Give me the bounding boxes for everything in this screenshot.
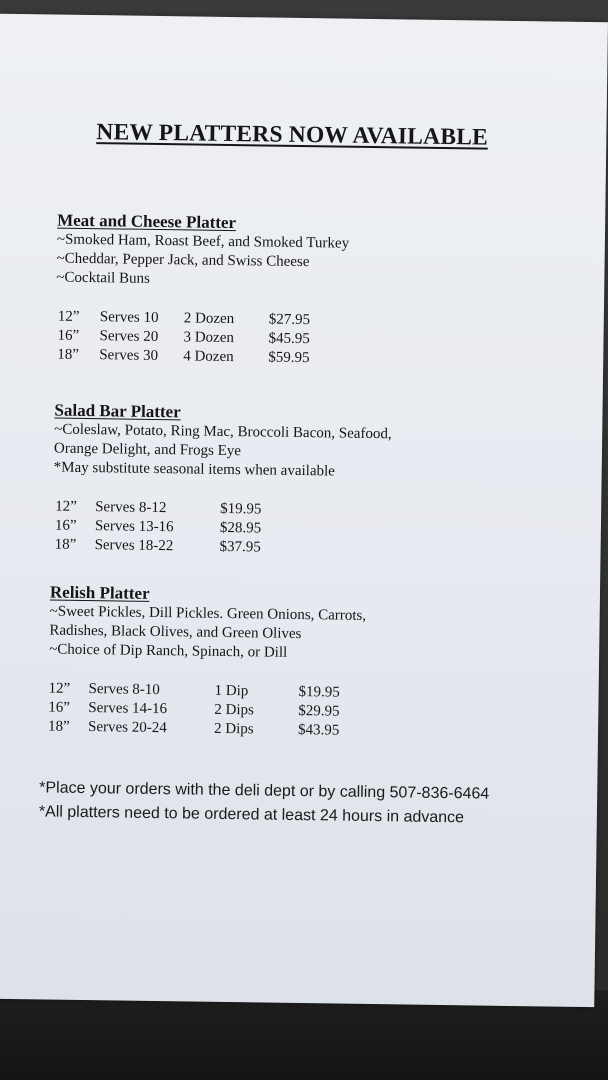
price-table xyxy=(52,498,573,562)
description-line: ~Cocktail Buns xyxy=(56,269,150,287)
price-cell: $19.95 xyxy=(220,500,262,518)
description-line: Radishes, Black Olives, and Green Olives xyxy=(49,622,302,643)
size-cell: 18” xyxy=(47,718,70,735)
serves-cell: Serves 10 xyxy=(99,309,159,326)
order-note-advance: *All platters need to be ordered at least 24 hours in advance xyxy=(38,803,465,827)
serves-cell: Serves 14-16 xyxy=(88,700,168,718)
serves-cell: Serves 18-22 xyxy=(94,537,174,555)
serves-cell: Serves 20-24 xyxy=(87,719,167,737)
size-cell: 12” xyxy=(57,308,80,325)
size-cell: 12” xyxy=(48,680,71,697)
description-line: *May substitute seasonal items when available xyxy=(53,459,335,480)
section-salad-bar xyxy=(52,401,574,562)
price-table xyxy=(55,308,576,372)
quantity-cell: 2 Dozen xyxy=(183,310,235,328)
section-relish xyxy=(48,583,570,744)
section-meat-cheese xyxy=(55,211,577,372)
serves-cell: Serves 8-12 xyxy=(95,499,167,517)
size-cell: 16” xyxy=(54,517,77,534)
quantity-cell: 3 Dozen xyxy=(183,329,235,347)
dip-count-cell: 2 Dips xyxy=(214,701,255,719)
price-cell: $28.95 xyxy=(219,519,262,537)
size-cell: 18” xyxy=(54,536,77,553)
size-cell: 16” xyxy=(48,699,71,716)
quantity-cell: 4 Dozen xyxy=(183,348,234,366)
serves-cell: Serves 30 xyxy=(99,347,159,364)
order-note-phone: *Place your orders with the deli dept or by calling 507-836-6464 xyxy=(39,779,490,803)
description-line: ~Cheddar, Pepper Jack, and Swiss Cheese xyxy=(56,250,310,271)
size-cell: 18” xyxy=(57,346,80,363)
description-line: ~Sweet Pickles, Dill Pickles. Green Onions, Carrots, xyxy=(49,603,367,624)
price-cell: $29.95 xyxy=(298,702,340,720)
price-table xyxy=(48,680,569,744)
price-cell: $27.95 xyxy=(268,311,311,329)
section-heading: Meat and Cheese Platter xyxy=(57,210,237,233)
menu-sheet xyxy=(0,14,608,1007)
section-heading: Salad Bar Platter xyxy=(54,400,181,422)
dip-count-cell: 1 Dip xyxy=(214,682,249,700)
price-cell: $37.95 xyxy=(219,538,261,556)
price-cell: $43.95 xyxy=(297,721,340,739)
description-line: Orange Delight, and Frogs Eye xyxy=(53,440,242,460)
price-cell: $59.95 xyxy=(268,349,310,367)
order-notes xyxy=(39,776,580,832)
description-line: ~Choice of Dip Ranch, Spinach, or Dill xyxy=(49,641,288,661)
serves-cell: Serves 8-10 xyxy=(88,681,160,699)
menu-content xyxy=(0,14,608,827)
price-cell: $19.95 xyxy=(298,683,340,701)
price-cell: $45.95 xyxy=(268,330,310,348)
page-title: NEW PLATTERS NOW AVAILABLE xyxy=(96,119,489,151)
serves-cell: Serves 20 xyxy=(99,328,159,345)
serves-cell: Serves 13-16 xyxy=(94,518,174,536)
dip-count-cell: 2 Dips xyxy=(213,720,254,738)
description-line: ~Smoked Ham, Roast Beef, and Smoked Turkey xyxy=(56,231,350,252)
size-cell: 12” xyxy=(55,498,77,515)
description-line: ~Coleslaw, Potato, Ring Mac, Broccoli Bacon, Seafood, xyxy=(54,421,392,443)
size-cell: 16” xyxy=(57,327,80,344)
section-heading: Relish Platter xyxy=(49,582,150,603)
